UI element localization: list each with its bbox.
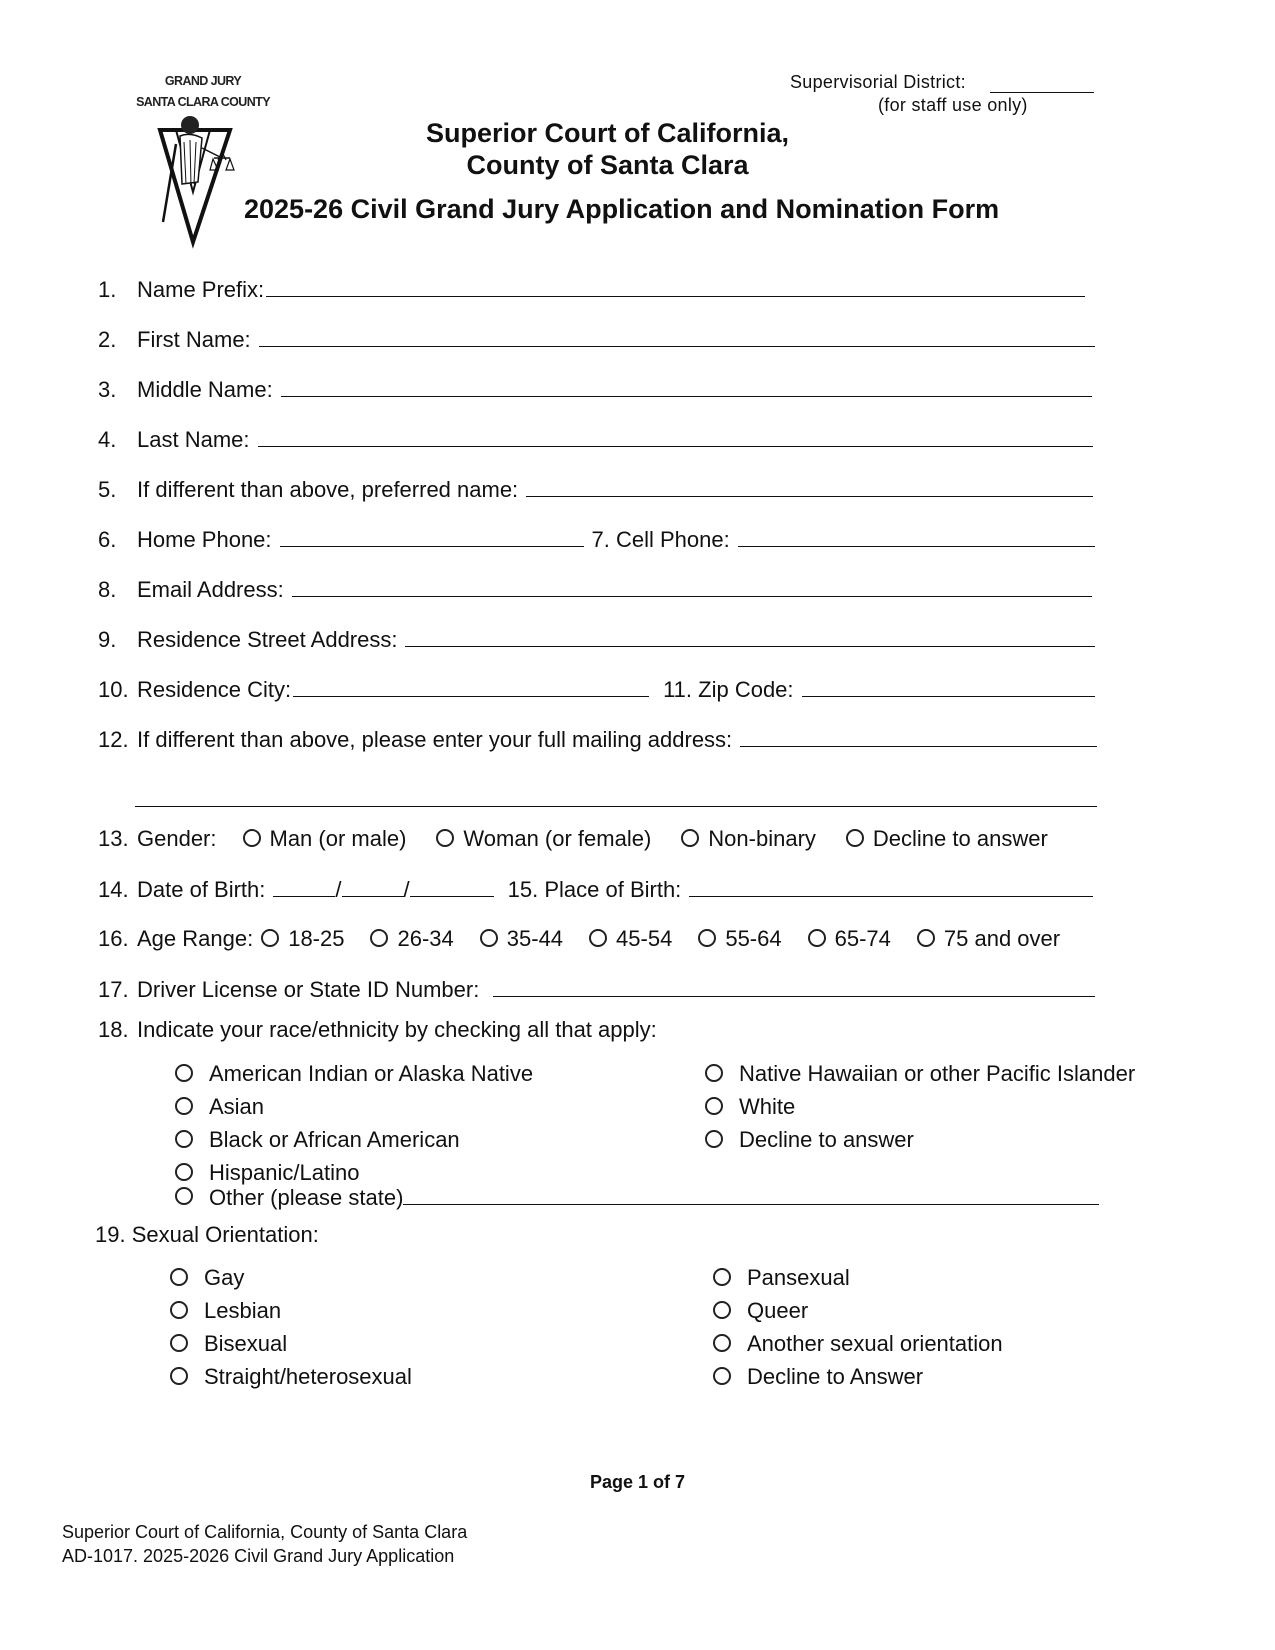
field-label: 15. Place of Birth: [507, 877, 682, 902]
race-option[interactable]: Black or African American [175, 1123, 533, 1156]
field-gender [98, 822, 1155, 856]
court-title-line-2: County of Santa Clara [466, 150, 749, 180]
orientation-options-right [713, 1261, 1003, 1393]
field-name-prefix [98, 272, 1085, 306]
field-phones [98, 522, 1095, 556]
logo-line-1: GRAND JURY [164, 74, 242, 88]
court-title-line-1: Superior Court of California, [425, 118, 789, 148]
middle-name-input[interactable] [281, 372, 1092, 397]
home-phone-input[interactable] [280, 522, 584, 547]
race-option[interactable]: American Indian or Alaska Native [175, 1057, 533, 1090]
field-label: Age Range: [137, 926, 254, 951]
race-other-label: Other (please state) [209, 1185, 404, 1210]
radio-circle-icon [808, 929, 826, 947]
race-option[interactable]: Hispanic/Latino [175, 1156, 533, 1189]
field-label: Home Phone: [137, 527, 272, 552]
last-name-input[interactable] [258, 422, 1094, 447]
orientation-options-left [170, 1261, 412, 1393]
age-range-option[interactable]: 18-25 [261, 922, 344, 956]
field-number: 8. [98, 577, 117, 602]
date-separator: / [335, 877, 342, 902]
logo-line-2: SANTA CLARA COUNTY [136, 95, 270, 109]
field-middle-name [98, 372, 1092, 406]
gender-option[interactable]: Man (or male) [243, 822, 407, 856]
radio-circle-icon [436, 829, 454, 847]
field-number: 17. [98, 977, 129, 1002]
field-number: 9. [98, 627, 117, 652]
field-label: 7. Cell Phone: [591, 527, 730, 552]
radio-circle-icon [713, 1334, 731, 1352]
radio-circle-icon [713, 1367, 731, 1385]
field-label: 11. Zip Code: [663, 677, 794, 702]
field-number: 13. [98, 826, 129, 851]
race-option[interactable]: Decline to answer [705, 1123, 1135, 1156]
radio-circle-icon [243, 829, 261, 847]
field-last-name [98, 422, 1093, 456]
field-number: 1. [98, 277, 117, 302]
orientation-option[interactable]: Bisexual [170, 1327, 412, 1360]
city-input[interactable] [293, 672, 649, 697]
radio-circle-icon [175, 1187, 193, 1205]
field-first-name [98, 322, 1095, 356]
radio-circle-icon [705, 1130, 723, 1148]
name-prefix-input[interactable] [266, 272, 1085, 297]
supervisorial-district-label: Supervisorial District: [790, 72, 966, 92]
field-email [98, 572, 1092, 606]
grand-jury-logo [118, 72, 288, 256]
cell-phone-input[interactable] [738, 522, 1095, 547]
staff-use-note: (for staff use only) [878, 95, 1028, 115]
lady-justice-icon [118, 72, 288, 256]
mailing-address-input-line-2[interactable] [135, 806, 1097, 807]
birth-month-input[interactable] [273, 872, 335, 897]
field-label: Last Name: [137, 427, 250, 452]
gender-option[interactable]: Woman (or female) [436, 822, 651, 856]
field-number: 14. [98, 877, 129, 902]
radio-circle-icon [175, 1130, 193, 1148]
radio-circle-icon [480, 929, 498, 947]
radio-circle-icon [846, 829, 864, 847]
field-label: Indicate your race/ethnicity by checking all that apply: [137, 1017, 657, 1042]
date-separator: / [403, 877, 410, 902]
orientation-option[interactable]: Pansexual [713, 1261, 1003, 1294]
field-label: If different than above, please enter your full mailing address: [137, 727, 733, 752]
field-label: Residence Street Address: [137, 627, 398, 652]
radio-circle-icon [175, 1163, 193, 1181]
field-number: 6. [98, 527, 117, 552]
license-number-input[interactable] [493, 972, 1095, 997]
radio-circle-icon [170, 1268, 188, 1286]
street-address-input[interactable] [405, 622, 1095, 647]
field-birth [98, 872, 1093, 906]
gender-option[interactable]: Non-binary [681, 822, 816, 856]
radio-circle-icon [370, 929, 388, 947]
field-number: 3. [98, 377, 117, 402]
race-option[interactable]: Asian [175, 1090, 533, 1123]
field-preferred-name [98, 472, 1093, 506]
radio-circle-icon [713, 1268, 731, 1286]
field-label: Driver License or State ID Number: [137, 977, 480, 1002]
radio-circle-icon [261, 929, 279, 947]
field-license [98, 972, 1095, 1006]
mailing-address-input[interactable] [740, 722, 1097, 747]
form-title: 2025-26 Civil Grand Jury Application and Nomination Form [244, 194, 1000, 224]
orientation-option[interactable]: Lesbian [170, 1294, 412, 1327]
gender-option[interactable]: Decline to answer [846, 822, 1048, 856]
field-number: 2. [98, 327, 117, 352]
age-range-option[interactable]: 75 and over [917, 922, 1060, 956]
zip-code-input[interactable] [802, 672, 1095, 697]
age-range-option[interactable]: 35-44 [480, 922, 563, 956]
radio-circle-icon [713, 1301, 731, 1319]
field-label: Name Prefix: [137, 277, 265, 302]
field-label: Residence City: [137, 677, 292, 702]
field-number: 16. [98, 926, 129, 951]
radio-circle-icon [170, 1301, 188, 1319]
age-range-option[interactable]: 45-54 [589, 922, 672, 956]
race-other-input[interactable] [403, 1180, 1099, 1205]
email-input[interactable] [292, 572, 1092, 597]
radio-circle-icon [705, 1064, 723, 1082]
first-name-input[interactable] [259, 322, 1095, 347]
radio-circle-icon [589, 929, 607, 947]
race-options-right [705, 1057, 1135, 1156]
field-label: Gender: [137, 826, 217, 851]
race-option[interactable]: White [705, 1090, 1135, 1123]
radio-circle-icon [170, 1367, 188, 1385]
footer-line-1: Superior Court of California, County of Santa Clara [62, 1522, 468, 1542]
field-city-zip [98, 672, 1095, 706]
orientation-option[interactable]: Another sexual orientation [713, 1327, 1003, 1360]
radio-circle-icon [175, 1064, 193, 1082]
orientation-option[interactable]: Queer [713, 1294, 1003, 1327]
field-race-ethnicity [98, 1013, 1155, 1047]
race-options-left [175, 1057, 533, 1189]
radio-circle-icon [175, 1097, 193, 1115]
field-label: Middle Name: [137, 377, 273, 402]
supervisorial-district-input[interactable] [990, 72, 1094, 93]
field-label: Email Address: [137, 577, 284, 602]
place-of-birth-input[interactable] [689, 872, 1093, 897]
race-option[interactable]: Native Hawaiian or other Pacific Islander [705, 1057, 1135, 1090]
field-street-address [98, 622, 1095, 656]
age-range-option[interactable]: 26-34 [370, 922, 453, 956]
field-label: If different than above, preferred name: [137, 477, 519, 502]
birth-day-input[interactable] [342, 872, 404, 897]
page-number: Page 1 of 7 [589, 1472, 686, 1492]
orientation-option[interactable]: Decline to Answer [713, 1360, 1003, 1393]
field-label: Date of Birth: [137, 877, 266, 902]
age-range-option[interactable]: 55-64 [698, 922, 781, 956]
radio-circle-icon [917, 929, 935, 947]
field-age-range [98, 922, 1175, 956]
field-number: 5. [98, 477, 117, 502]
field-number: 10. [98, 677, 129, 702]
field-number: 18. [98, 1017, 129, 1042]
radio-circle-icon [705, 1097, 723, 1115]
field-sexual-orientation-label: 19. Sexual Orientation: [95, 1222, 319, 1247]
birth-year-input[interactable] [410, 872, 494, 897]
field-label: First Name: [137, 327, 251, 352]
race-other-option[interactable] [175, 1180, 1099, 1214]
radio-circle-icon [698, 929, 716, 947]
field-number: 4. [98, 427, 117, 452]
orientation-option[interactable]: Straight/heterosexual [170, 1360, 412, 1393]
radio-circle-icon [681, 829, 699, 847]
orientation-option[interactable]: Gay [170, 1261, 412, 1294]
field-mailing-address [98, 722, 1097, 756]
field-number: 12. [98, 727, 129, 752]
age-range-option[interactable]: 65-74 [808, 922, 891, 956]
preferred-name-input[interactable] [526, 472, 1093, 497]
footer-line-2: AD-1017. 2025-2026 Civil Grand Jury Application [62, 1546, 455, 1566]
radio-circle-icon [170, 1334, 188, 1352]
